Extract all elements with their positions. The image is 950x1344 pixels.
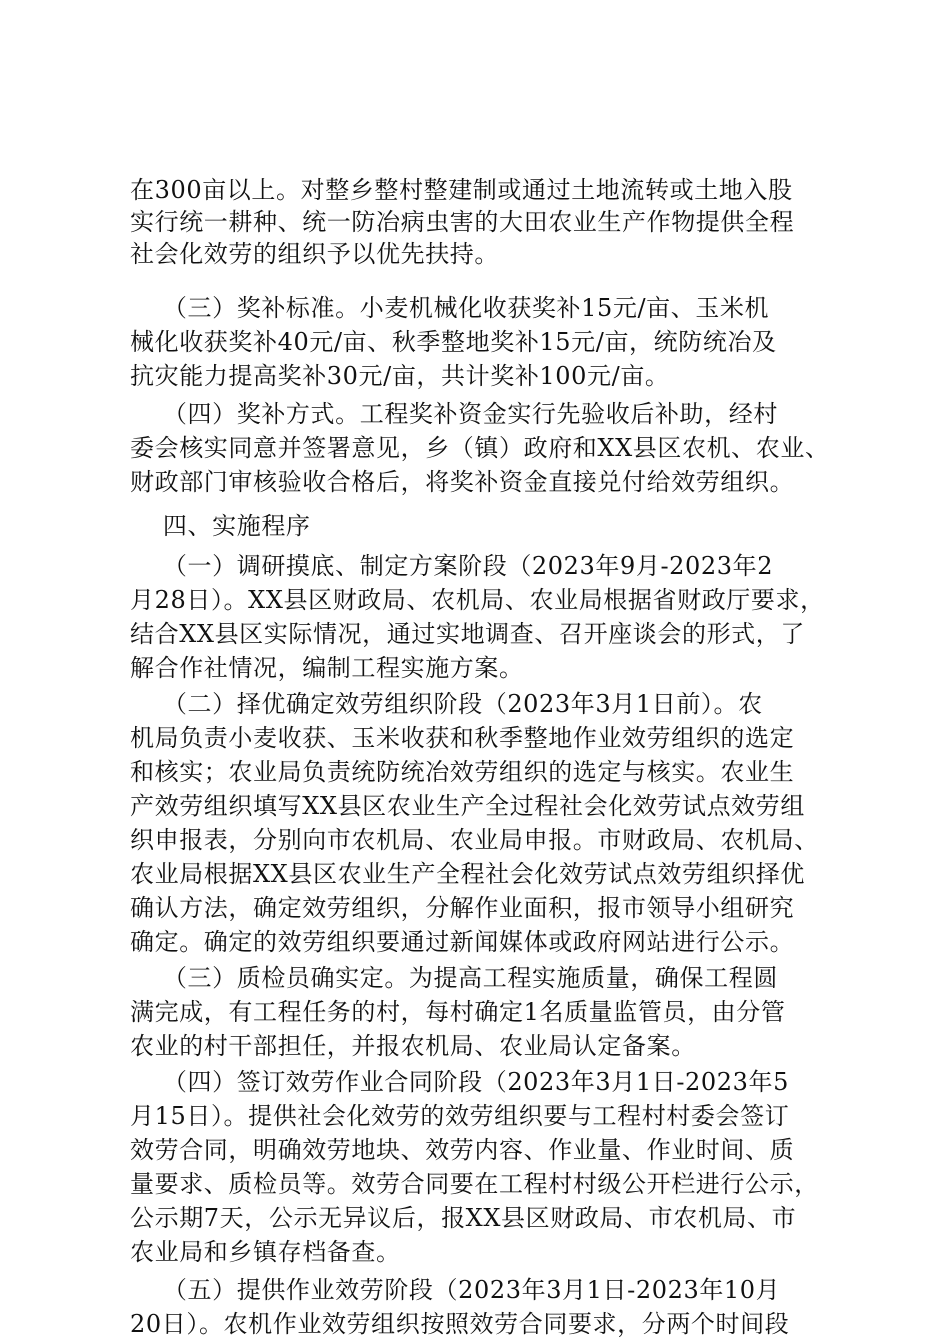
text-line: 满完成，有工程任务的村，每村确定1名质量监管员，由分管 — [130, 998, 786, 1026]
text-line: （三）奖补标准。小麦机械化收获奖补15元/亩、玉米机 — [130, 294, 770, 322]
text-line: 月28日）。XX县区财政局、农机局、农业局根据省财政厅要求， — [130, 586, 825, 614]
section-heading: 四、实施程序 — [130, 512, 311, 540]
text-line: （一）调研摸底、制定方案阶段（2023年9月-2023年2 — [130, 552, 774, 580]
text-line: 产效劳组织填写XX县区农业生产全过程社会化效劳试点效劳组 — [130, 792, 805, 820]
text-line: 解合作社情况，编制工程实施方案。 — [130, 654, 524, 682]
text-line: 农业局根据XX县区农业生产全程社会化效劳试点效劳组织择优 — [130, 860, 805, 888]
text-line: （五）提供作业效劳阶段（2023年3月1日-2023年10月 — [130, 1276, 781, 1304]
text-line: 农业的村干部担任，并报农机局、农业局认定备案。 — [130, 1032, 696, 1060]
text-line: 效劳合同，明确效劳地块、效劳内容、作业量、作业时间、质 — [130, 1136, 795, 1164]
text-line: 公示期7天，公示无异议后，报XX县区财政局、市农机局、市 — [130, 1204, 797, 1232]
text-line: 确认方法，确定效劳组织，分解作业面积，报市领导小组研究 — [130, 894, 795, 922]
text-line: 农业局和乡镇存档备查。 — [130, 1238, 401, 1266]
text-line: 20日）。农机作业效劳组织按照效劳合同要求，分两个时间段 — [130, 1310, 790, 1338]
text-line: （四）奖补方式。工程奖补资金实行先验收后补助，经村 — [130, 400, 778, 428]
text-line: 抗灾能力提高奖补30元/亩，共计奖补100元/亩。 — [130, 362, 670, 390]
text-line: （二）择优确定效劳组织阶段（2023年3月1日前）。农 — [130, 690, 763, 718]
text-line: 委会核实同意并签署意见，乡（镇）政府和XX县区农机、农业、 — [130, 434, 830, 462]
text-line: 在300亩以上。对整乡整村整建制或通过土地流转或土地入股 — [130, 176, 793, 204]
text-line: 械化收获奖补40元/亩、秋季整地奖补15元/亩，统防统冶及 — [130, 328, 777, 356]
text-line: 机局负责小麦收获、玉米收获和秋季整地作业效劳组织的选定 — [130, 724, 795, 752]
text-line: 量要求、质检员等。效劳合同要在工程村村级公开栏进行公示， — [130, 1170, 819, 1198]
text-line: 织申报表，分别向市农机局、农业局申报。市财政局、农机局、 — [130, 826, 819, 854]
text-line: 财政部门审核验收合格后，将奖补资金直接兑付给效劳组织。 — [130, 468, 795, 496]
text-line: 实行统一耕种、统一防冶病虫害的大田农业生产作物提供全程 — [130, 208, 795, 236]
text-line: （三）质检员确实定。为提高工程实施质量，确保工程圆 — [130, 964, 778, 992]
text-line: （四）签订效劳作业合同阶段（2023年3月1日-2023年5 — [130, 1068, 789, 1096]
text-line: 月15日）。提供社会化效劳的效劳组织要与工程村村委会签订 — [130, 1102, 790, 1130]
text-line: 结合XX县区实际情况，通过实地调查、召开座谈会的形式，了 — [130, 620, 805, 648]
text-line: 社会化效劳的组织予以优先扶持。 — [130, 240, 499, 268]
text-line: 确定。确定的效劳组织要通过新闻媒体或政府网站进行公示。 — [130, 928, 795, 956]
text-line: 和核实；农业局负责统防统冶效劳组织的选定与核实。农业生 — [130, 758, 795, 786]
